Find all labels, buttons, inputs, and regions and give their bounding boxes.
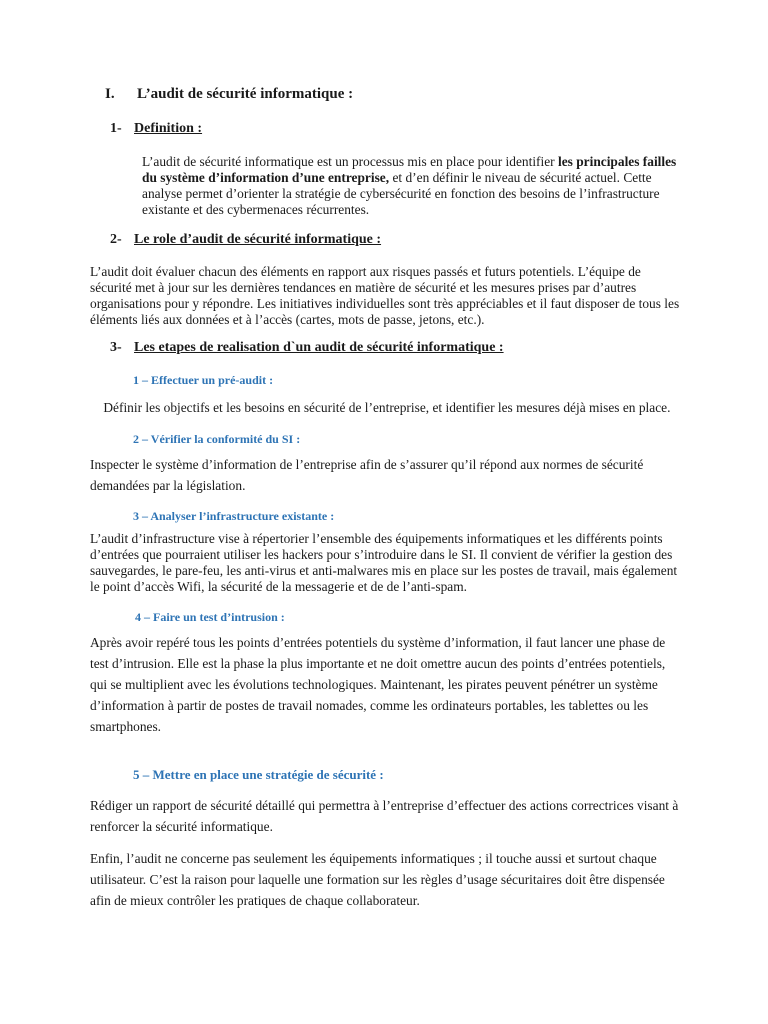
subheading-title: Les etapes de realisation d`un audit de sécurité informatique : (134, 340, 504, 355)
subheading-title: Definition : (134, 121, 203, 136)
section-heading (105, 86, 353, 103)
closing-paragraph: Enfin, l’audit ne concerne pas seulement les équipements informatiques ; il touche aussi et surtout chaque utilisateur. C’est la raison pour laquelle une formation sur les règles d’usage sécuritaires doit être dispensée afin de mieux contrôler les pratiques de chaque collaborateur. (90, 851, 665, 908)
step-5-paragraph: Rédiger un rapport de sécurité détaillé qui permettra à l’entreprise d’effectuer des actions correctrices visant à renforcer la sécurité informatique. (90, 798, 679, 834)
step-2-paragraph: Inspecter le système d’information de l’entreprise afin de s’assurer qu’il répond aux normes de sécurité demandées par la législation. (90, 457, 644, 493)
step-4-paragraph: Après avoir repéré tous les points d’entrées potentiels du système d’information, il faut lancer une phase de test d’intrusion. Elle est la phase la plus importante et ne doit omettre aucun des points d’entrées potentiels, qui se multiplient avec les évolutions technologiques. Maintenant, les pirates peuvent pénétrer un système d’information à partir de postes de travail nomades, comme les ordinateurs portables, les tablettes ou les smartphones. (90, 635, 666, 734)
step-3-heading: 3 – Analyser l’infrastructure existante : (133, 509, 335, 523)
step-2-heading: 2 – Vérifier la conformité du SI : (133, 432, 301, 446)
step-3-paragraph: L’audit d’infrastructure vise à répertorier l’ensemble des équipements informatiques et les différents points d’entrées que pourraient utiliser les hackers pour s’introduire dans le SI. Il convient de vérifier la gestion des sauvegardes, le pare-feu, les anti-virus et anti-malwares mis en place sur les postes de travail, mais également le point d’accès Wifi, la sécurité de la messagerie et de de l’anti-spam. (90, 531, 678, 594)
step-4-heading: 4 – Faire un test d’intrusion : (135, 610, 285, 624)
section-number: I. (105, 86, 115, 102)
definition-text-bold: les principales failles du système d’information d’une entreprise, (142, 154, 677, 185)
step-5-heading: 5 – Mettre en place une stratégie de sécurité : (133, 767, 384, 782)
definition-text-a: L’audit de sécurité informatique est un processus mis en place pour identifier (142, 154, 558, 169)
definition-paragraph (142, 154, 682, 218)
step-1-paragraph: Définir les objectifs et les besoins en sécurité de l’entreprise, et identifier les mesures déjà mises en place. (90, 400, 671, 415)
subheading-definition (110, 121, 202, 137)
definition-text-b: et d’en définir le niveau de sécurité actuel. Cette analyse permet d’orienter la stratégie de cybersécurité en fonction des besoins de l’infrastructure existante et des cybermenaces récurrentes. (142, 170, 660, 217)
section-title: L’audit de sécurité informatique : (137, 86, 354, 102)
subheading-title: Le role d’audit de sécurité informatique : (134, 232, 382, 247)
role-paragraph: L’audit doit évaluer chacun des éléments en rapport aux risques passés et futurs potentiels. L’équipe de sécurité met à jour sur les dernières tendances en matière de sécurité et les mesures prises par d’autres organisations pour y répondre. Les initiatives individuelles sont très appréciables et il faut disposer de tous les éléments liés aux données et à l’accès (cartes, mots de passe, jetons, etc.). (90, 264, 680, 327)
subheading-role (110, 232, 381, 248)
subheading-number: 3- (110, 340, 122, 355)
subheading-number: 1- (110, 121, 122, 136)
step-1-heading: 1 – Effectuer un pré-audit : (133, 373, 274, 387)
subheading-steps (110, 340, 504, 356)
subheading-number: 2- (110, 232, 122, 247)
